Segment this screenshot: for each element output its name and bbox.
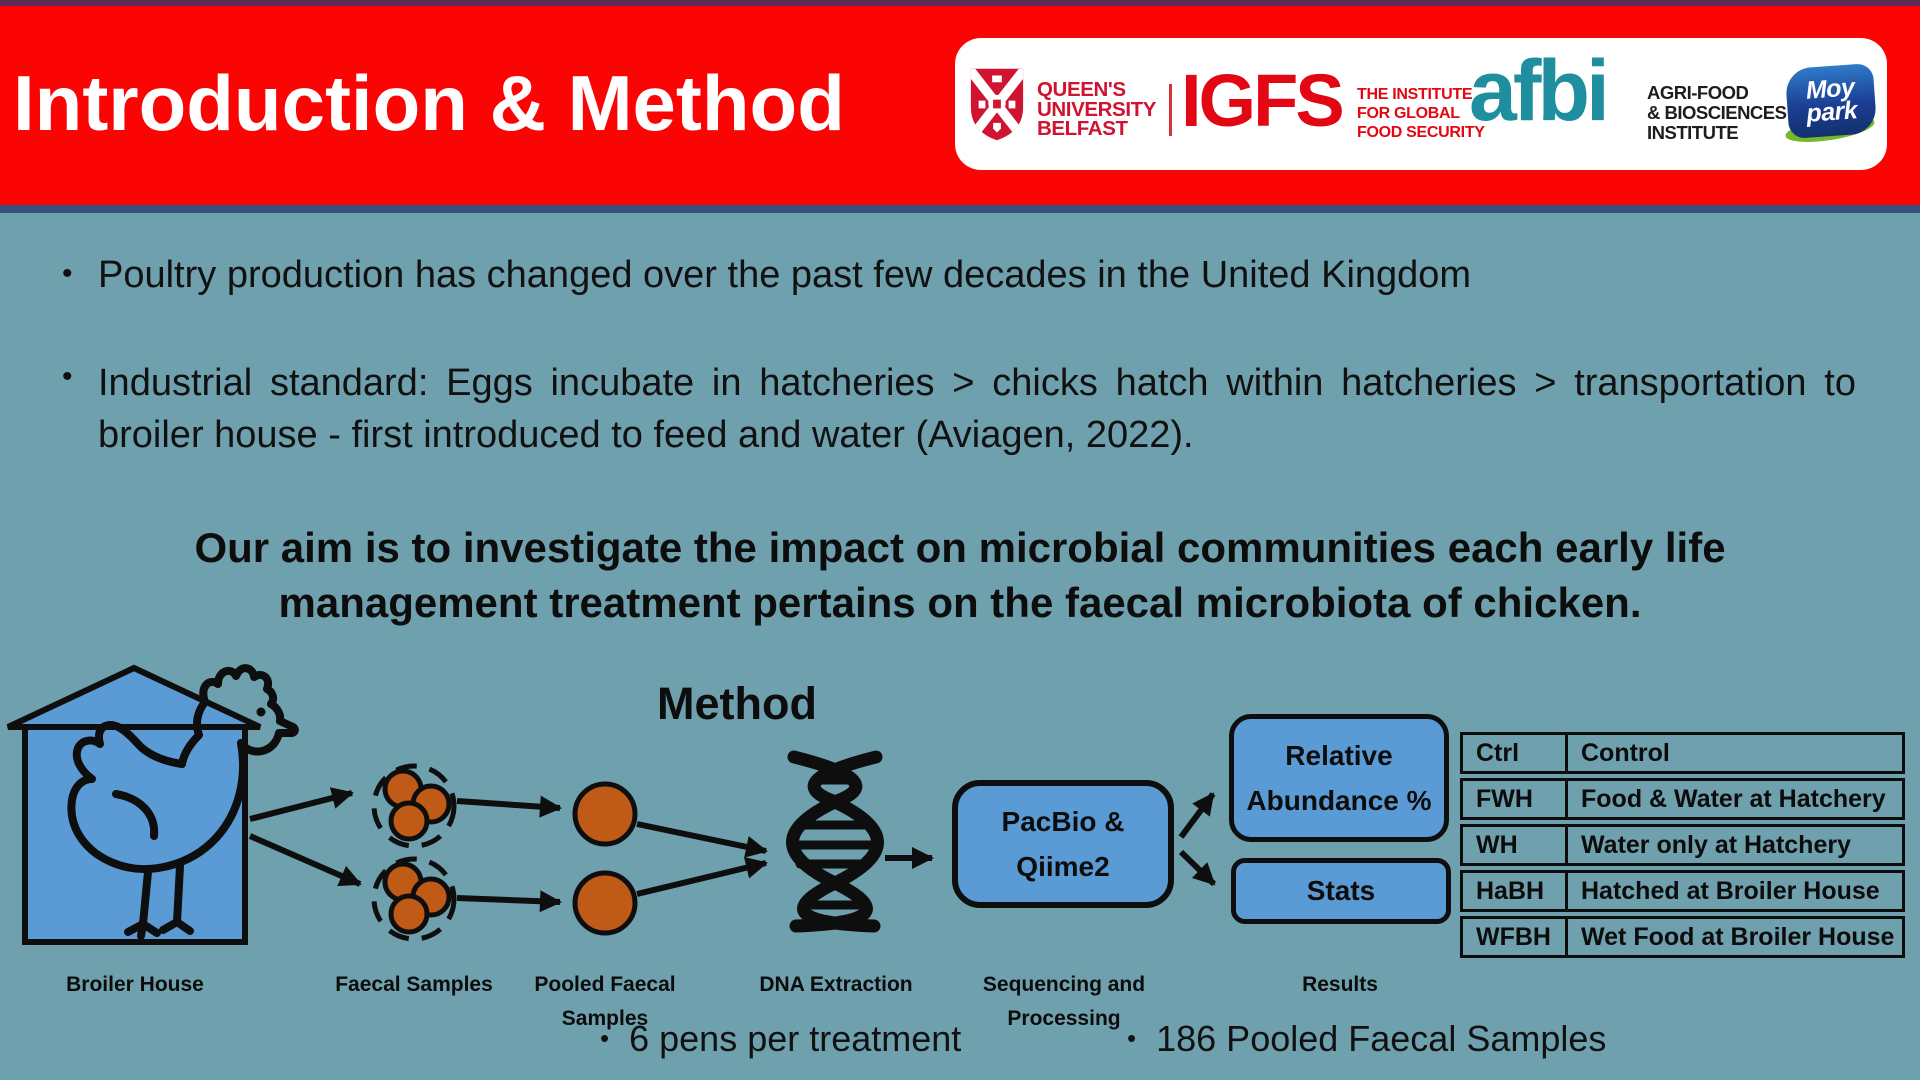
label-broiler-house: Broiler House — [66, 973, 204, 996]
label-dna-extraction: DNA Extraction — [759, 973, 913, 996]
qub-shield-icon — [968, 66, 1026, 143]
afbi-subtitle — [1647, 83, 1786, 143]
afbi-sub-line: AGRI-FOOD — [1647, 82, 1749, 103]
stats-box: Stats — [1231, 858, 1451, 924]
method-heading: Method — [657, 678, 817, 729]
faecal-cluster-icon — [374, 859, 454, 939]
table-row — [1460, 732, 1905, 774]
footer-bullet-text: 6 pens per treatment — [629, 1018, 962, 1059]
sequencing-box-line: Qiime2 — [1016, 851, 1110, 882]
table-row — [1460, 916, 1905, 958]
treatment-desc: Hatched at Broiler House — [1565, 870, 1905, 912]
treatment-desc: Food & Water at Hatchery — [1565, 778, 1905, 820]
label-line: Processing — [1007, 1007, 1121, 1030]
treatment-code: HaBH — [1460, 870, 1565, 912]
bullet-marker: • — [62, 360, 73, 393]
faecal-cluster-icon — [374, 766, 454, 846]
qub-wordmark — [1037, 80, 1156, 139]
table-row — [1460, 870, 1905, 912]
sequencing-box-line: PacBio & — [1001, 806, 1125, 837]
igfs-sub-line: THE INSTITUTE — [1357, 86, 1473, 103]
logo-divider — [1169, 84, 1172, 136]
moypark-wordmark — [1804, 73, 1859, 128]
dna-helix-icon — [793, 757, 878, 926]
treatment-code: Ctrl — [1460, 732, 1565, 774]
treatment-desc: Control — [1565, 732, 1905, 774]
house-icon — [8, 668, 260, 942]
footer-bullet-1 — [600, 1018, 961, 1060]
label-results: Results — [1302, 973, 1378, 996]
treatment-code: WH — [1460, 824, 1565, 866]
table-row — [1460, 824, 1905, 866]
label-faecal-samples: Faecal Samples — [335, 973, 493, 996]
footer-bullet-2 — [1127, 1018, 1606, 1060]
igfs-logo: IGFS — [1181, 59, 1342, 142]
treatment-code: FWH — [1460, 778, 1565, 820]
bullet-marker: • — [1127, 1023, 1137, 1053]
treatment-desc: Water only at Hatchery — [1565, 824, 1905, 866]
aim-statement: Our aim is to investigate the impact on microbial communities each early life management treatment pertains on the faecal microbiota of chicken. — [194, 524, 1726, 626]
afbi-sub-line: & BIOSCIENCES — [1647, 102, 1787, 123]
relative-abundance-line: Relative — [1285, 740, 1393, 771]
qub-line: BELFAST — [1037, 117, 1128, 140]
afbi-logo: afbi — [1469, 43, 1606, 139]
label-line: Pooled Faecal — [534, 973, 676, 996]
label-line: Samples — [561, 1007, 649, 1030]
qub-line: UNIVERSITY — [1037, 97, 1157, 121]
moypark-badge — [1785, 63, 1878, 139]
treatment-desc: Wet Food at Broiler House — [1565, 916, 1905, 958]
footer-bullet-text: 186 Pooled Faecal Samples — [1156, 1018, 1607, 1059]
afbi-sub-line: INSTITUTE — [1647, 122, 1739, 143]
bullet-2: Industrial standard: Eggs incubate in hatcheries > chicks hatch within hatcheries > transportation to broiler house - first introduced to feed and water (Aviagen, 2022). — [98, 362, 1856, 456]
banner-bottom-divider — [0, 205, 1920, 213]
moypark-line: Moy — [1804, 73, 1856, 105]
treatments-table — [1460, 728, 1905, 962]
sequencing-box — [952, 780, 1174, 908]
bullet-marker: • — [62, 257, 73, 290]
igfs-sub-line: FOR GLOBAL — [1357, 105, 1460, 122]
qub-line: QUEEN'S — [1037, 78, 1126, 101]
igfs-subtitle — [1357, 85, 1485, 142]
relative-abundance-box — [1229, 714, 1449, 842]
bullet-marker: • — [600, 1023, 610, 1053]
moypark-logo — [1785, 66, 1877, 144]
moypark-line: park — [1805, 96, 1859, 128]
logo-panel — [955, 38, 1887, 170]
label-line: Sequencing and — [982, 973, 1146, 996]
title-banner — [0, 6, 1920, 205]
table-row — [1460, 778, 1905, 820]
igfs-sub-line: FOOD SECURITY — [1357, 124, 1485, 141]
page-title: Introduction & Method — [13, 59, 845, 147]
pooled-sample-icon — [575, 784, 635, 844]
treatment-code: WFBH — [1460, 916, 1565, 958]
bullet-1: Poultry production has changed over the past few decades in the United Kingdom — [98, 254, 1472, 296]
relative-abundance-line: Abundance % — [1246, 785, 1432, 816]
pooled-sample-icon — [575, 873, 635, 933]
